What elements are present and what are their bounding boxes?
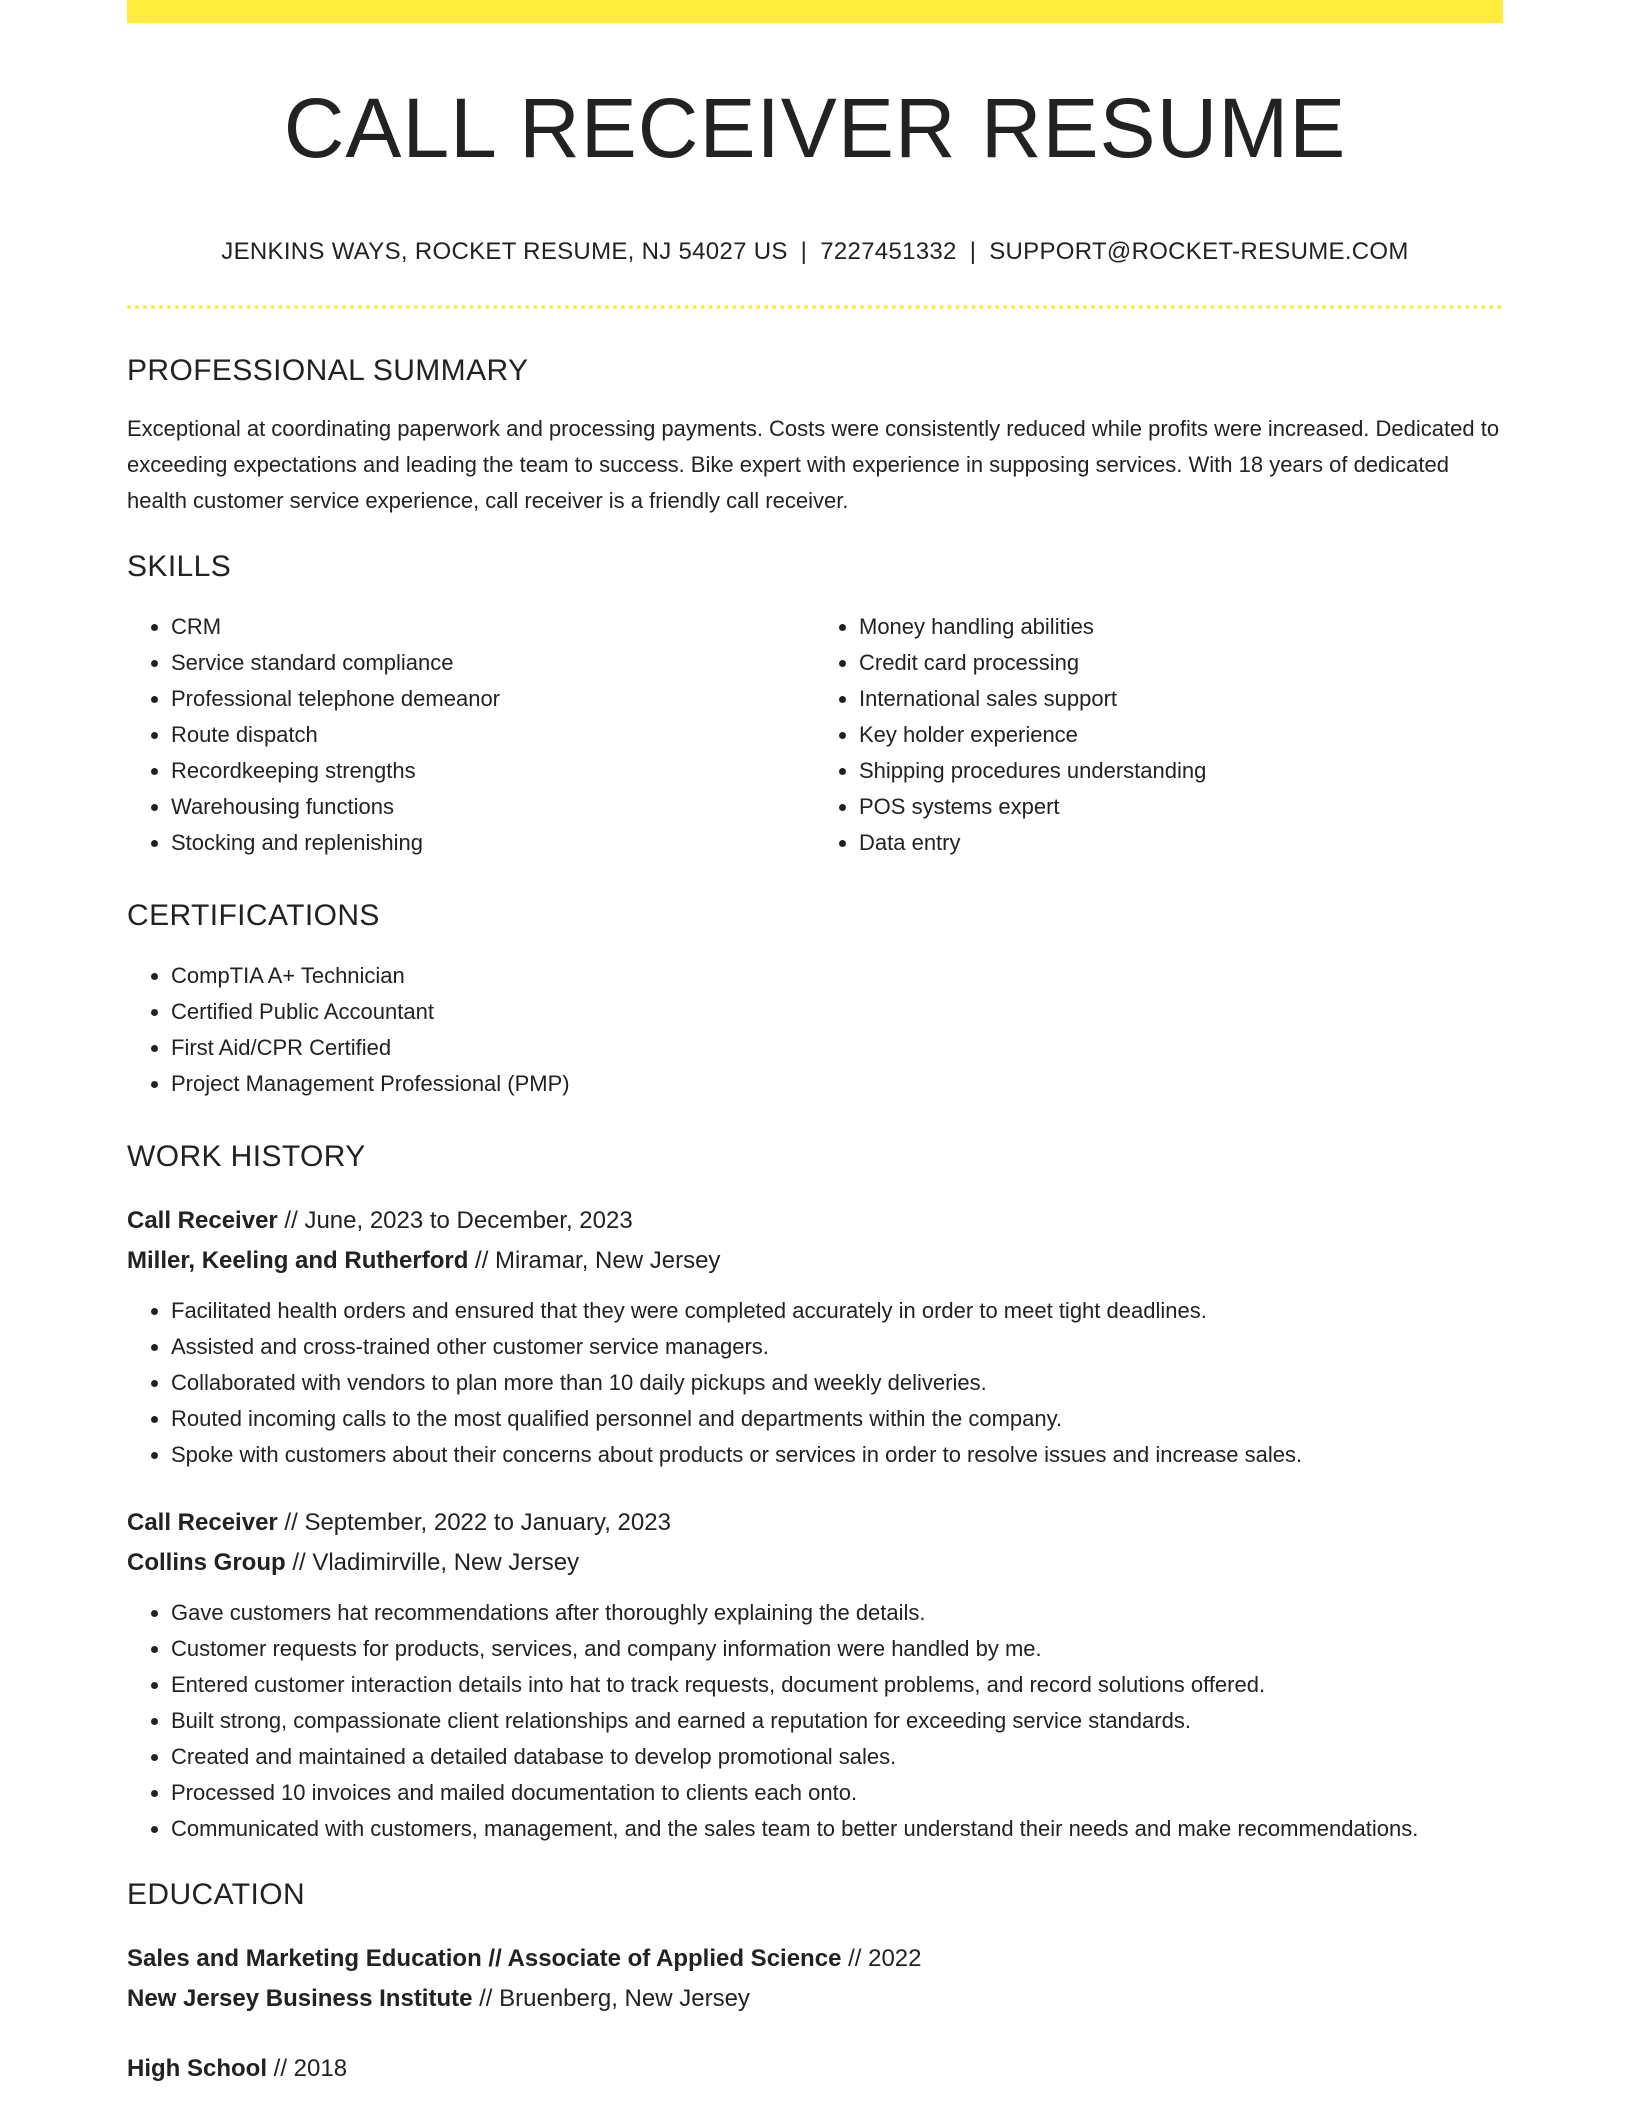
job-bullet: • Gave customers hat recommendations after thoroughly explaining the details.: [171, 1595, 1503, 1631]
job-header: [127, 1201, 1503, 1281]
education-entry: [127, 2049, 1503, 2089]
contact-phone: 7227451332: [820, 238, 957, 266]
certifications-heading: CERTIFICATIONS: [127, 899, 380, 933]
education-entry: [127, 1939, 1503, 2019]
job-title-line: [127, 1503, 1503, 1543]
skill-item: • POS systems expert: [859, 789, 1503, 825]
skill-item: • Key holder experience: [859, 717, 1503, 753]
skill-item: • Route dispatch: [171, 717, 815, 753]
job-location: // Vladimirville, New Jersey: [285, 1549, 580, 1577]
resume-page: [127, 0, 1503, 2089]
education-year: // 2018: [267, 2055, 348, 2083]
job-dates: // June, 2023 to December, 2023: [277, 1207, 633, 1235]
skills-heading: SKILLS: [127, 550, 232, 584]
job-bullet: • Customer requests for products, services, and company information were handled by me.: [171, 1631, 1503, 1667]
education-degree-line: [127, 1939, 1503, 1979]
summary-heading: PROFESSIONAL SUMMARY: [127, 354, 529, 388]
skill-item: • Warehousing functions: [171, 789, 815, 825]
job-location: // Miramar, New Jersey: [468, 1247, 721, 1275]
skill-item: • Credit card processing: [859, 645, 1503, 681]
education-degree: High School: [127, 2055, 267, 2083]
skill-item: • Stocking and replenishing: [171, 825, 815, 861]
contact-address: JENKINS WAYS, ROCKET RESUME, NJ 54027 US: [221, 238, 788, 266]
skill-item: • Professional telephone demeanor: [171, 681, 815, 717]
contact-email: SUPPORT@ROCKET-RESUME.COM: [989, 238, 1409, 266]
skill-item: • International sales support: [859, 681, 1503, 717]
education-location: // Bruenberg, New Jersey: [472, 1985, 750, 2013]
contact-line: [127, 238, 1503, 266]
job-bullets: [127, 1595, 1503, 1847]
education-year: // 2022: [841, 1945, 922, 1973]
job-bullet: • Communicated with customers, management, and the sales team to better understand their needs and make recommendations.: [171, 1811, 1503, 1847]
job-bullet: • Processed 10 invoices and mailed documentation to clients each onto.: [171, 1775, 1503, 1811]
skill-item: • Money handling abilities: [859, 609, 1503, 645]
job-bullet: • Routed incoming calls to the most qualified personnel and departments within the company.: [171, 1401, 1503, 1437]
job-bullet: • Created and maintained a detailed database to develop promotional sales.: [171, 1739, 1503, 1775]
education-heading: EDUCATION: [127, 1878, 306, 1912]
certification-item: • Certified Public Accountant: [171, 994, 1503, 1030]
job-company-line: [127, 1241, 1503, 1281]
education-school: New Jersey Business Institute: [127, 1985, 473, 2013]
certification-item: • CompTIA A+ Technician: [171, 958, 1503, 994]
job-entry: [127, 1503, 1503, 1847]
job-bullet: • Facilitated health orders and ensured that they were completed accurately in order to meet tight deadlines.: [171, 1293, 1503, 1329]
skill-item: • Data entry: [859, 825, 1503, 861]
job-role: Call Receiver: [127, 1509, 278, 1537]
job-bullets: [127, 1293, 1503, 1473]
job-company-line: [127, 1543, 1503, 1583]
certifications-list: [127, 958, 1503, 1102]
job-bullet: • Assisted and cross-trained other customer service managers.: [171, 1329, 1503, 1365]
job-company: Collins Group: [127, 1549, 286, 1577]
education-degree-line: [127, 2049, 1503, 2089]
summary-text: Exceptional at coordinating paperwork and processing payments. Costs were consistently reduced while profits were increased. Dedicated to exceeding expectations and leading the team to success. Bike expert with experience in supposing services. With 18 years of dedicated health customer service experience, call receiver is a friendly call receiver.: [127, 416, 1500, 514]
certification-item: • First Aid/CPR Certified: [171, 1030, 1503, 1066]
job-role: Call Receiver: [127, 1207, 278, 1235]
resume-title: CALL RECEIVER RESUME: [283, 81, 1347, 175]
job-dates: // September, 2022 to January, 2023: [277, 1509, 671, 1537]
top-accent-bar: [127, 0, 1503, 23]
job-bullet: • Entered customer interaction details into hat to track requests, document problems, and record solutions offered.: [171, 1667, 1503, 1703]
job-entry: [127, 1201, 1503, 1473]
job-bullet: • Collaborated with vendors to plan more than 10 daily pickups and weekly deliveries.: [171, 1365, 1503, 1401]
job-company: Miller, Keeling and Rutherford: [127, 1247, 469, 1275]
skills-list-left: [127, 609, 815, 861]
skill-item: • Recordkeeping strengths: [171, 753, 815, 789]
job-bullet: • Built strong, compassionate client relationships and earned a reputation for exceeding service standards.: [171, 1703, 1503, 1739]
contact-separator: |: [800, 238, 808, 266]
skills-columns: [127, 609, 1503, 861]
contact-separator: |: [969, 238, 977, 266]
skill-item: • Shipping procedures understanding: [859, 753, 1503, 789]
header-divider: [127, 305, 1503, 309]
education-degree: Sales and Marketing Education // Associate of Applied Science: [127, 1945, 842, 1973]
job-header: [127, 1503, 1503, 1583]
job-bullet: • Spoke with customers about their concerns about products or services in order to resolve issues and increase sales.: [171, 1437, 1503, 1473]
job-title-line: [127, 1201, 1503, 1241]
skills-list-right: [815, 609, 1503, 861]
skill-item: • Service standard compliance: [171, 645, 815, 681]
certification-item: • Project Management Professional (PMP): [171, 1066, 1503, 1102]
work-history-heading: WORK HISTORY: [127, 1140, 366, 1174]
skill-item: • CRM: [171, 609, 815, 645]
education-school-line: [127, 1979, 1503, 2019]
